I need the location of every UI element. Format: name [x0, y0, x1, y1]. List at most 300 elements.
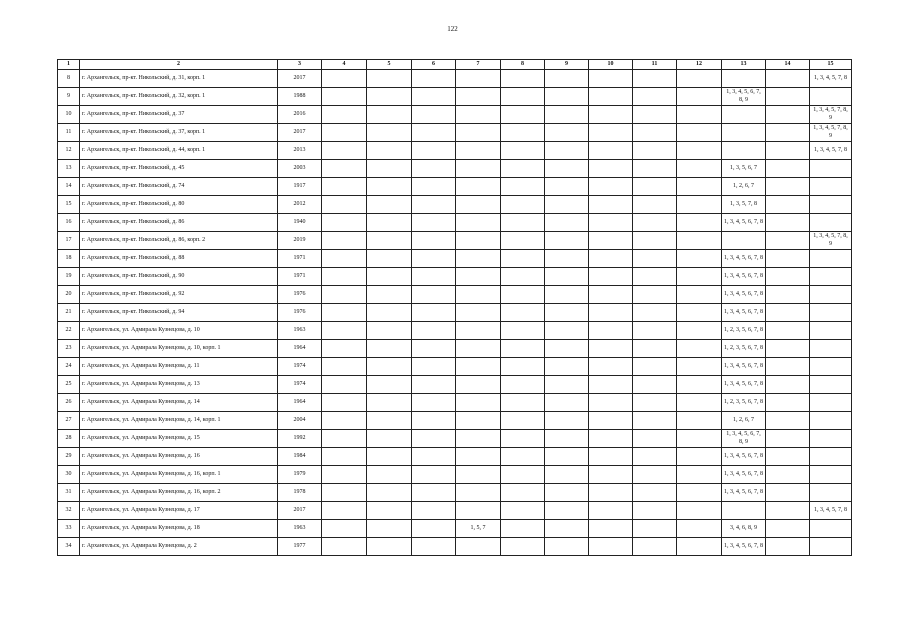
table-cell: [633, 250, 677, 268]
table-cell: [545, 484, 589, 502]
table-cell: [501, 376, 545, 394]
table-row: [58, 214, 852, 232]
column-13-cell: 1, 2, 3, 5, 6, 7, 8: [722, 340, 766, 358]
address-cell: г. Архангельск, пр-кт. Никольский, д. 94: [80, 304, 278, 322]
table-cell: [412, 286, 456, 304]
table-cell: [677, 484, 722, 502]
table-cell: [545, 250, 589, 268]
table-cell: [367, 88, 412, 106]
year-cell: 1963: [278, 520, 322, 538]
address-cell: г. Архангельск, ул. Адмирала Кузнецова, д. 17: [80, 502, 278, 520]
table-row: [58, 70, 852, 88]
column-13-cell: 1, 3, 4, 5, 6, 7, 8: [722, 466, 766, 484]
column-13-cell: 1, 3, 4, 5, 6, 7, 8: [722, 214, 766, 232]
column-header: 14: [766, 60, 810, 70]
table-row: [58, 466, 852, 484]
table-cell: [633, 268, 677, 286]
address-cell: г. Архангельск, ул. Адмирала Кузнецова, д. 16, корп. 2: [80, 484, 278, 502]
column-13-cell: 1, 3, 4, 5, 6, 7, 8: [722, 484, 766, 502]
table-row: [58, 124, 852, 142]
address-cell: г. Архангельск, пр-кт. Никольский, д. 86, корп. 2: [80, 232, 278, 250]
table-cell: [322, 430, 367, 448]
year-cell: 2019: [278, 232, 322, 250]
row-number-cell: 18: [58, 250, 80, 268]
address-cell: г. Архангельск, пр-кт. Никольский, д. 37: [80, 106, 278, 124]
table-cell: [766, 286, 810, 304]
table-cell: [322, 124, 367, 142]
column-13-cell: [722, 106, 766, 124]
table-cell: [766, 214, 810, 232]
year-cell: 1971: [278, 268, 322, 286]
table-cell: [501, 538, 545, 556]
table-cell: [322, 214, 367, 232]
row-number-cell: 30: [58, 466, 80, 484]
table-row: [58, 412, 852, 430]
table-cell: [766, 106, 810, 124]
table-row: [58, 304, 852, 322]
table-cell: [677, 322, 722, 340]
table-cell: [545, 196, 589, 214]
table-row: [58, 430, 852, 448]
table-cell: [545, 358, 589, 376]
column-7-cell: [456, 358, 501, 376]
table-cell: [501, 70, 545, 88]
table-cell: [367, 538, 412, 556]
table-cell: [412, 214, 456, 232]
column-7-cell: [456, 502, 501, 520]
table-cell: [501, 214, 545, 232]
column-15-cell: [810, 340, 852, 358]
column-header: 5: [367, 60, 412, 70]
year-cell: 2017: [278, 502, 322, 520]
column-13-cell: 1, 3, 4, 5, 6, 7, 8: [722, 358, 766, 376]
table-cell: [545, 70, 589, 88]
table-cell: [677, 268, 722, 286]
table-cell: [412, 466, 456, 484]
table-cell: [633, 70, 677, 88]
table-cell: [545, 268, 589, 286]
table-cell: [633, 142, 677, 160]
column-13-cell: 1, 2, 3, 5, 6, 7, 8: [722, 322, 766, 340]
table-row: [58, 448, 852, 466]
table-cell: [367, 358, 412, 376]
table-cell: [633, 538, 677, 556]
table-row: [58, 196, 852, 214]
table-cell: [545, 178, 589, 196]
table-cell: [367, 466, 412, 484]
table-cell: [501, 484, 545, 502]
table-cell: [367, 502, 412, 520]
table-cell: [589, 394, 633, 412]
header-row: [58, 60, 852, 70]
table-cell: [322, 250, 367, 268]
table-cell: [322, 412, 367, 430]
table-cell: [589, 322, 633, 340]
table-cell: [766, 142, 810, 160]
table-cell: [545, 538, 589, 556]
table-cell: [766, 538, 810, 556]
year-cell: 2017: [278, 70, 322, 88]
table-row: [58, 520, 852, 538]
table-cell: [322, 466, 367, 484]
table-cell: [633, 466, 677, 484]
table-cell: [501, 106, 545, 124]
table-cell: [412, 502, 456, 520]
table-cell: [545, 160, 589, 178]
table-cell: [766, 412, 810, 430]
column-header: 7: [456, 60, 501, 70]
row-number-cell: 11: [58, 124, 80, 142]
table-cell: [545, 466, 589, 484]
column-13-cell: 1, 3, 4, 5, 6, 7, 8: [722, 286, 766, 304]
table-cell: [367, 394, 412, 412]
table-cell: [412, 340, 456, 358]
column-7-cell: [456, 106, 501, 124]
address-cell: г. Архангельск, пр-кт. Никольский, д. 31, корп. 1: [80, 70, 278, 88]
column-7-cell: [456, 466, 501, 484]
column-15-cell: [810, 322, 852, 340]
table-cell: [589, 286, 633, 304]
column-15-cell: [810, 466, 852, 484]
table-cell: [545, 88, 589, 106]
table-cell: [322, 160, 367, 178]
column-header: 11: [633, 60, 677, 70]
address-cell: г. Архангельск, ул. Адмирала Кузнецова, д. 16: [80, 448, 278, 466]
table-cell: [589, 70, 633, 88]
table-cell: [589, 250, 633, 268]
year-cell: 2016: [278, 106, 322, 124]
row-number-cell: 29: [58, 448, 80, 466]
table-cell: [677, 88, 722, 106]
table-cell: [633, 88, 677, 106]
column-13-cell: 1, 3, 5, 7, 8: [722, 196, 766, 214]
table-row: [58, 376, 852, 394]
year-cell: 1963: [278, 322, 322, 340]
row-number-cell: 19: [58, 268, 80, 286]
row-number-cell: 16: [58, 214, 80, 232]
table-row: [58, 232, 852, 250]
table-cell: [766, 178, 810, 196]
address-cell: г. Архангельск, пр-кт. Никольский, д. 74: [80, 178, 278, 196]
column-13-cell: [722, 70, 766, 88]
table-cell: [633, 430, 677, 448]
table-cell: [545, 214, 589, 232]
column-13-cell: 1, 3, 4, 5, 6, 7, 8: [722, 376, 766, 394]
page-number: 122: [447, 25, 458, 33]
column-13-cell: 1, 2, 6, 7: [722, 178, 766, 196]
column-header: 15: [810, 60, 852, 70]
column-7-cell: [456, 268, 501, 286]
table-row: [58, 358, 852, 376]
column-15-cell: [810, 520, 852, 538]
table-header: [58, 60, 852, 70]
table-cell: [412, 232, 456, 250]
column-13-cell: 1, 2, 6, 7: [722, 412, 766, 430]
table-cell: [322, 394, 367, 412]
table-cell: [677, 214, 722, 232]
table-cell: [545, 376, 589, 394]
table-cell: [677, 340, 722, 358]
column-15-cell: [810, 214, 852, 232]
column-header: 13: [722, 60, 766, 70]
address-cell: г. Архангельск, ул. Адмирала Кузнецова, д. 14, корп. 1: [80, 412, 278, 430]
year-cell: 1978: [278, 484, 322, 502]
year-cell: 1992: [278, 430, 322, 448]
table-cell: [677, 304, 722, 322]
table-cell: [677, 358, 722, 376]
column-7-cell: [456, 214, 501, 232]
table-cell: [589, 304, 633, 322]
table-cell: [633, 232, 677, 250]
table-cell: [412, 376, 456, 394]
row-number-cell: 23: [58, 340, 80, 358]
table-cell: [367, 142, 412, 160]
year-cell: 1964: [278, 394, 322, 412]
table-cell: [412, 250, 456, 268]
table-cell: [322, 142, 367, 160]
column-15-cell: [810, 484, 852, 502]
year-cell: 1977: [278, 538, 322, 556]
table-cell: [633, 394, 677, 412]
column-13-cell: 3, 4, 6, 8, 9: [722, 520, 766, 538]
address-cell: г. Архангельск, пр-кт. Никольский, д. 90: [80, 268, 278, 286]
table-cell: [589, 196, 633, 214]
table-cell: [633, 340, 677, 358]
table-cell: [589, 484, 633, 502]
table-cell: [501, 142, 545, 160]
table-cell: [412, 160, 456, 178]
column-13-cell: 1, 3, 4, 5, 6, 7, 8: [722, 304, 766, 322]
table-cell: [501, 124, 545, 142]
year-cell: 2013: [278, 142, 322, 160]
address-cell: г. Архангельск, ул. Адмирала Кузнецова, д. 10, корп. 1: [80, 340, 278, 358]
table-cell: [589, 178, 633, 196]
year-cell: 1964: [278, 340, 322, 358]
table-cell: [677, 412, 722, 430]
table-cell: [545, 286, 589, 304]
table-cell: [545, 394, 589, 412]
column-15-cell: [810, 196, 852, 214]
table-cell: [633, 178, 677, 196]
table-cell: [322, 538, 367, 556]
table-cell: [766, 250, 810, 268]
column-15-cell: 1, 3, 4, 5, 7, 8: [810, 502, 852, 520]
table-cell: [367, 70, 412, 88]
table-cell: [501, 232, 545, 250]
row-number-cell: 26: [58, 394, 80, 412]
table-row: [58, 250, 852, 268]
column-15-cell: [810, 286, 852, 304]
address-cell: г. Архангельск, пр-кт. Никольский, д. 88: [80, 250, 278, 268]
table-cell: [677, 250, 722, 268]
table-cell: [412, 106, 456, 124]
table-cell: [322, 70, 367, 88]
table-cell: [412, 538, 456, 556]
table-cell: [633, 214, 677, 232]
row-number-cell: 12: [58, 142, 80, 160]
table-cell: [501, 340, 545, 358]
table-cell: [677, 502, 722, 520]
table-cell: [589, 376, 633, 394]
table-row: [58, 502, 852, 520]
table-cell: [633, 304, 677, 322]
column-15-cell: [810, 250, 852, 268]
table-cell: [501, 394, 545, 412]
table-cell: [633, 106, 677, 124]
row-number-cell: 13: [58, 160, 80, 178]
year-cell: 2004: [278, 412, 322, 430]
table-cell: [677, 70, 722, 88]
column-15-cell: [810, 376, 852, 394]
table-cell: [589, 502, 633, 520]
address-cell: г. Архангельск, ул. Адмирала Кузнецова, д. 2: [80, 538, 278, 556]
table-cell: [677, 520, 722, 538]
table-cell: [545, 106, 589, 124]
table-cell: [545, 322, 589, 340]
table-row: [58, 340, 852, 358]
table-cell: [322, 322, 367, 340]
column-7-cell: [456, 160, 501, 178]
table-cell: [589, 232, 633, 250]
table-cell: [501, 286, 545, 304]
column-15-cell: [810, 88, 852, 106]
table-row: [58, 394, 852, 412]
table-cell: [367, 412, 412, 430]
table-row: [58, 322, 852, 340]
table-cell: [367, 178, 412, 196]
column-15-cell: [810, 538, 852, 556]
column-7-cell: [456, 124, 501, 142]
row-number-cell: 8: [58, 70, 80, 88]
table-cell: [545, 520, 589, 538]
table-cell: [501, 88, 545, 106]
table-cell: [367, 304, 412, 322]
column-header: 9: [545, 60, 589, 70]
address-cell: г. Архангельск, ул. Адмирала Кузнецова, д. 11: [80, 358, 278, 376]
column-15-cell: [810, 358, 852, 376]
table-cell: [677, 232, 722, 250]
table-cell: [766, 502, 810, 520]
row-number-cell: 20: [58, 286, 80, 304]
column-15-cell: [810, 412, 852, 430]
address-cell: г. Архангельск, ул. Адмирала Кузнецова, д. 10: [80, 322, 278, 340]
address-cell: г. Архангельск, ул. Адмирала Кузнецова, д. 14: [80, 394, 278, 412]
table-cell: [677, 286, 722, 304]
row-number-cell: 33: [58, 520, 80, 538]
column-13-cell: 1, 3, 4, 5, 6, 7, 8, 9: [722, 88, 766, 106]
address-cell: г. Архангельск, пр-кт. Никольский, д. 32, корп. 1: [80, 88, 278, 106]
year-cell: 2012: [278, 196, 322, 214]
address-cell: г. Архангельск, ул. Адмирала Кузнецова, д. 15: [80, 430, 278, 448]
table-cell: [589, 106, 633, 124]
year-cell: 1979: [278, 466, 322, 484]
column-header: 3: [278, 60, 322, 70]
table-cell: [322, 268, 367, 286]
table-cell: [633, 358, 677, 376]
table-cell: [766, 520, 810, 538]
column-7-cell: [456, 304, 501, 322]
table-cell: [367, 448, 412, 466]
table-cell: [412, 448, 456, 466]
column-15-cell: [810, 448, 852, 466]
table-cell: [589, 466, 633, 484]
table-cell: [322, 376, 367, 394]
table-row: [58, 160, 852, 178]
table-cell: [766, 124, 810, 142]
column-15-cell: 1, 3, 4, 5, 7, 8: [810, 70, 852, 88]
column-7-cell: [456, 430, 501, 448]
table-cell: [501, 322, 545, 340]
table-cell: [633, 412, 677, 430]
table-cell: [766, 448, 810, 466]
row-number-cell: 21: [58, 304, 80, 322]
table-cell: [501, 304, 545, 322]
table-cell: [677, 376, 722, 394]
column-7-cell: 1, 5, 7: [456, 520, 501, 538]
column-7-cell: [456, 88, 501, 106]
address-cell: г. Архангельск, ул. Адмирала Кузнецова, д. 13: [80, 376, 278, 394]
table-row: [58, 538, 852, 556]
table-cell: [589, 430, 633, 448]
table-cell: [677, 430, 722, 448]
column-15-cell: [810, 430, 852, 448]
column-15-cell: 1, 3, 4, 5, 7, 8, 9: [810, 124, 852, 142]
column-13-cell: 1, 3, 4, 5, 6, 7, 8: [722, 448, 766, 466]
table-cell: [322, 502, 367, 520]
column-15-cell: 1, 3, 4, 5, 7, 8, 9: [810, 232, 852, 250]
table-cell: [501, 430, 545, 448]
table-cell: [766, 304, 810, 322]
table-cell: [766, 484, 810, 502]
row-number-cell: 10: [58, 106, 80, 124]
table-cell: [633, 322, 677, 340]
table-row: [58, 88, 852, 106]
column-13-cell: [722, 232, 766, 250]
column-header: 12: [677, 60, 722, 70]
table-cell: [412, 196, 456, 214]
table-cell: [367, 268, 412, 286]
table-row: [58, 268, 852, 286]
table-cell: [322, 232, 367, 250]
table-cell: [322, 340, 367, 358]
table-cell: [412, 412, 456, 430]
table-cell: [367, 376, 412, 394]
table-cell: [501, 268, 545, 286]
column-header: 10: [589, 60, 633, 70]
address-cell: г. Архангельск, пр-кт. Никольский, д. 44, корп. 1: [80, 142, 278, 160]
table-cell: [412, 124, 456, 142]
table-cell: [589, 268, 633, 286]
table-cell: [766, 88, 810, 106]
table-cell: [766, 394, 810, 412]
table-cell: [589, 340, 633, 358]
table-cell: [412, 88, 456, 106]
table-cell: [501, 196, 545, 214]
address-cell: г. Архангельск, ул. Адмирала Кузнецова, д. 16, корп. 1: [80, 466, 278, 484]
table-cell: [766, 232, 810, 250]
column-7-cell: [456, 394, 501, 412]
table-cell: [545, 304, 589, 322]
column-7-cell: [456, 250, 501, 268]
row-number-cell: 15: [58, 196, 80, 214]
table-cell: [501, 358, 545, 376]
table-cell: [766, 196, 810, 214]
table-row: [58, 484, 852, 502]
table-cell: [367, 106, 412, 124]
address-cell: г. Архангельск, пр-кт. Никольский, д. 45: [80, 160, 278, 178]
table-cell: [677, 196, 722, 214]
column-7-cell: [456, 286, 501, 304]
